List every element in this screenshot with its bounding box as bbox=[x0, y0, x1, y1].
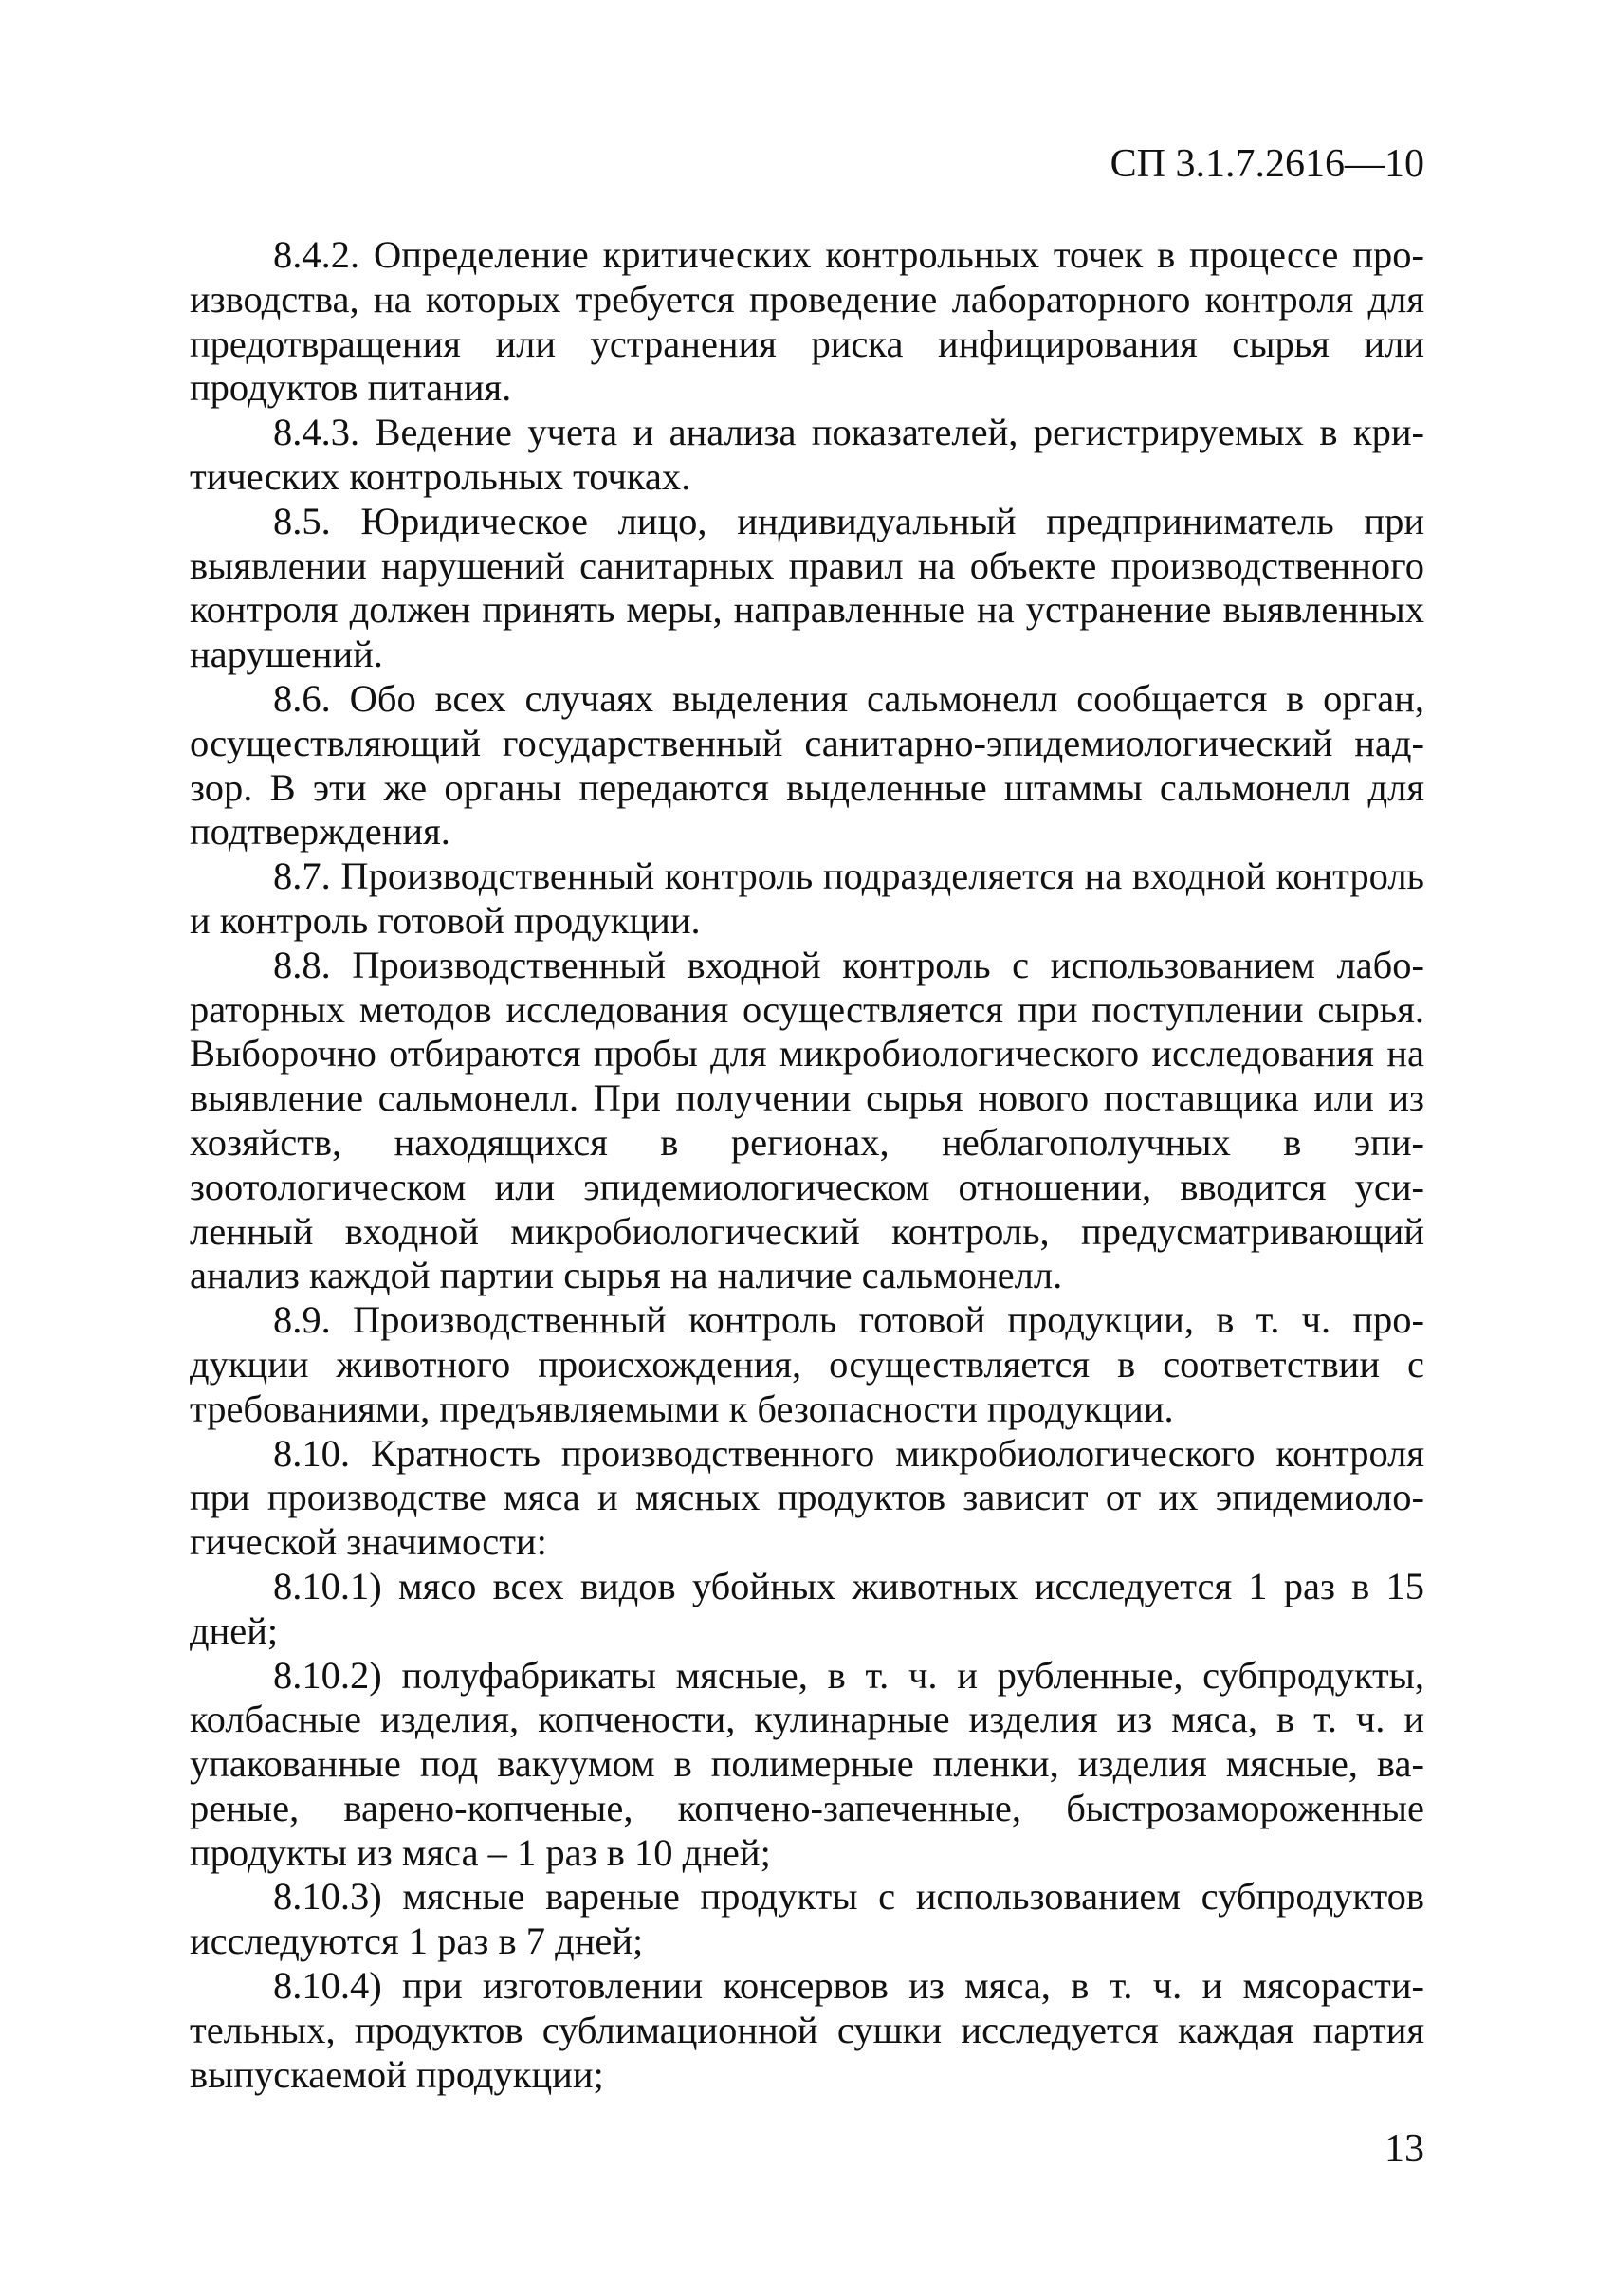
paragraph-8-10-1: 8.10.1) мясо всех видов убойных животных исследуется 1 раз в 15 дней; bbox=[190, 1564, 1424, 1652]
paragraph-8-10-2: 8.10.2) полуфабрикаты мясные, в т. ч. и рубленные, субпродукты, колбасные изделия, копчености, кулинарные изделия из мяса, в т. ч. и упакованные под вакуумом в полимерные пленки, изделия мясные, вареные, варено-копченые, копчено-запеченные, быстрозамороженные продукты из мяса – 1 раз в 10 дней; bbox=[190, 1653, 1424, 1874]
paragraph-8-6: 8.6. Обо всех случаях выделения сальмонелл сообщается в орган, осуществляющий государственный санитарно-эпидемиологический надзор. В эти же органы передаются выделенные штаммы сальмонелл для подтверждения. bbox=[190, 676, 1424, 854]
document-code: СП 3.1.7.2616—10 bbox=[1110, 142, 1424, 186]
paragraph-8-10-3: 8.10.3) мясные вареные продукты с использованием субпродуктов исследуются 1 раз в 7 дней; bbox=[190, 1875, 1424, 1963]
paragraph-8-10: 8.10. Кратность производственного микробиологического контроля при производстве мяса и мясных продуктов зависит от их эпидемиологической значимости: bbox=[190, 1431, 1424, 1564]
paragraph-8-4-3: 8.4.3. Ведение учета и анализа показателей, регистрируемых в критических контрольных точках. bbox=[190, 411, 1424, 498]
page-number: 13 bbox=[1385, 2127, 1424, 2171]
paragraph-8-5: 8.5. Юридическое лицо, индивидуальный предприниматель при выявлении нарушений санитарных правил на объекте производственного контроля должен принять меры, направленные на устранение выявленных нарушений. bbox=[190, 499, 1424, 676]
document-body bbox=[190, 233, 1424, 2097]
paragraph-8-9: 8.9. Производственный контроль готовой продукции, в т. ч. продукции животного происхождения, осуществляется в соответствии с требованиями, предъявляемыми к безопасности продукции. bbox=[190, 1298, 1424, 1430]
paragraph-8-8: 8.8. Производственный входной контроль с использованием лабораторных методов исследования осуществляется при поступлении сырья. Выборочно отбираются пробы для микробиологического исследования на выявление сальмонелл. При получении сырья нового поставщика или из хозяйств, находящихся в регионах, неблагополучных в эпизоотологическом или эпидемиологическом отношении, вводится усиленный входной микробиологический контроль, предусматривающий анализ каждой партии сырья на наличие сальмонелл. bbox=[190, 943, 1424, 1297]
paragraph-8-7: 8.7. Производственный контроль подразделяется на входной контроль и контроль готовой продукции. bbox=[190, 854, 1424, 942]
paragraph-8-10-4: 8.10.4) при изготовлении консервов из мяса, в т. ч. и мясорастительных, продуктов сублимационной сушки исследуется каждая партия выпускаемой продукции; bbox=[190, 1964, 1424, 2096]
paragraph-8-4-2: 8.4.2. Определение критических контрольных точек в процессе производства, на которых требуется проведение лабораторного контроля для предотвращения или устранения риска инфицирования сырья или продуктов питания. bbox=[190, 233, 1424, 410]
